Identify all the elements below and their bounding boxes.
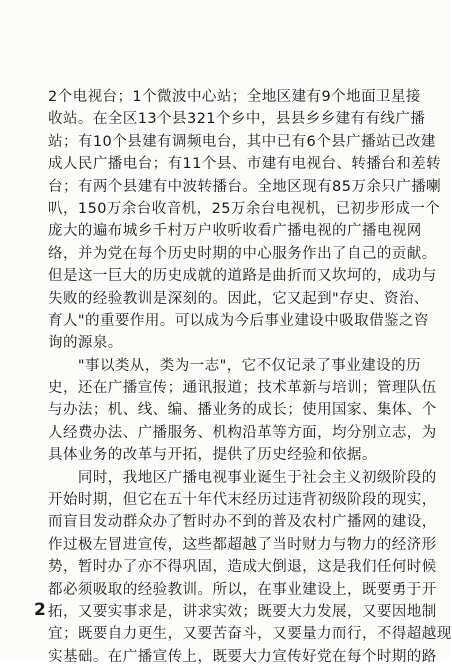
text-line: 宜；既要自力更生，又要苦奋斗，又要量力而行，不得超越现 (48, 626, 452, 643)
text-line: 都必须吸取的经验教训。所以，在事业建设上，既要勇于开 (48, 581, 437, 598)
text-line: 与办法；机、线、编、播业务的成长；使用国家、集体、个 (48, 402, 437, 419)
text-line: 站；有10个县建有调频电台，其中已有6个县广播站已改建 (48, 133, 436, 150)
text-line: 拓，又要实事求是，讲求实效；既要大力发展，又要因地制 (48, 603, 437, 620)
text-line: "事以类从，类为一志"，它不仅记录了事业建设的历 (48, 357, 422, 374)
text-line: 势，暂时办了亦不得巩固，造成大倒退，这是我们任何时候 (48, 559, 437, 576)
body-text (48, 86, 452, 668)
text-line: 询的源泉。 (48, 335, 123, 352)
text-line: 育人"的重要作用。可以成为今后事业建设中吸取借鉴之咨 (48, 312, 429, 329)
text-line: 叭，150万余台收音机，25万余台电视机，已初步形成一个 (48, 200, 441, 217)
text-line: 具体业务的改革与开拓，提供了历史经验和依据。 (48, 447, 377, 464)
text-line: 人经费办法、广播服务、机构沿革等方面，均分别立志，为 (48, 424, 437, 441)
text-line: 成人民广播电台；有11个县、市建有电视台、转播台和差转 (48, 156, 442, 173)
text-line: 开始时期，但它在五十年代末经历过违背初级阶段的现实， (48, 492, 437, 509)
text-line: 台；有两个县建有中波转播台。全地区现有85万余只广播喇 (48, 178, 442, 195)
page-number: 2 (34, 600, 46, 620)
text-line: 络，并为党在每个历史时期的中心服务作出了自己的贡献。 (48, 245, 437, 262)
text-line: 同时，我地区广播电视事业诞生于社会主义初级阶段的 (48, 469, 437, 486)
text-line: 庞大的遍布城乡千村万户收听收看广播电视的广播电视网 (48, 223, 422, 240)
text-line: 而盲目发动群众办了暂时办不到的普及农村广播网的建设， (48, 514, 437, 531)
text-line: 但是这一巨大的历史成就的道路是曲折而又坎坷的，成功与 (48, 268, 437, 285)
text-line: 实基础。在广播宣传上，既要大力宣传好党在每个时期的路 (48, 648, 437, 665)
text-line: 史，还在广播宣传；通讯报道；技术革新与培训；管理队伍 (48, 380, 437, 397)
text-line: 2个电视台；1个微波中心站；全地区建有9个地面卫星接 (48, 89, 421, 105)
text-line: 收站。在全区13个县321个乡中，县县乡乡建有有线广播 (48, 111, 426, 128)
text-line: 失败的经验教训是深刻的。因此，它又起到"存史、资治、 (48, 290, 429, 307)
text-line: 作过极左冒进宣传，这些都超越了当时财力与物力的经济形 (48, 536, 437, 553)
